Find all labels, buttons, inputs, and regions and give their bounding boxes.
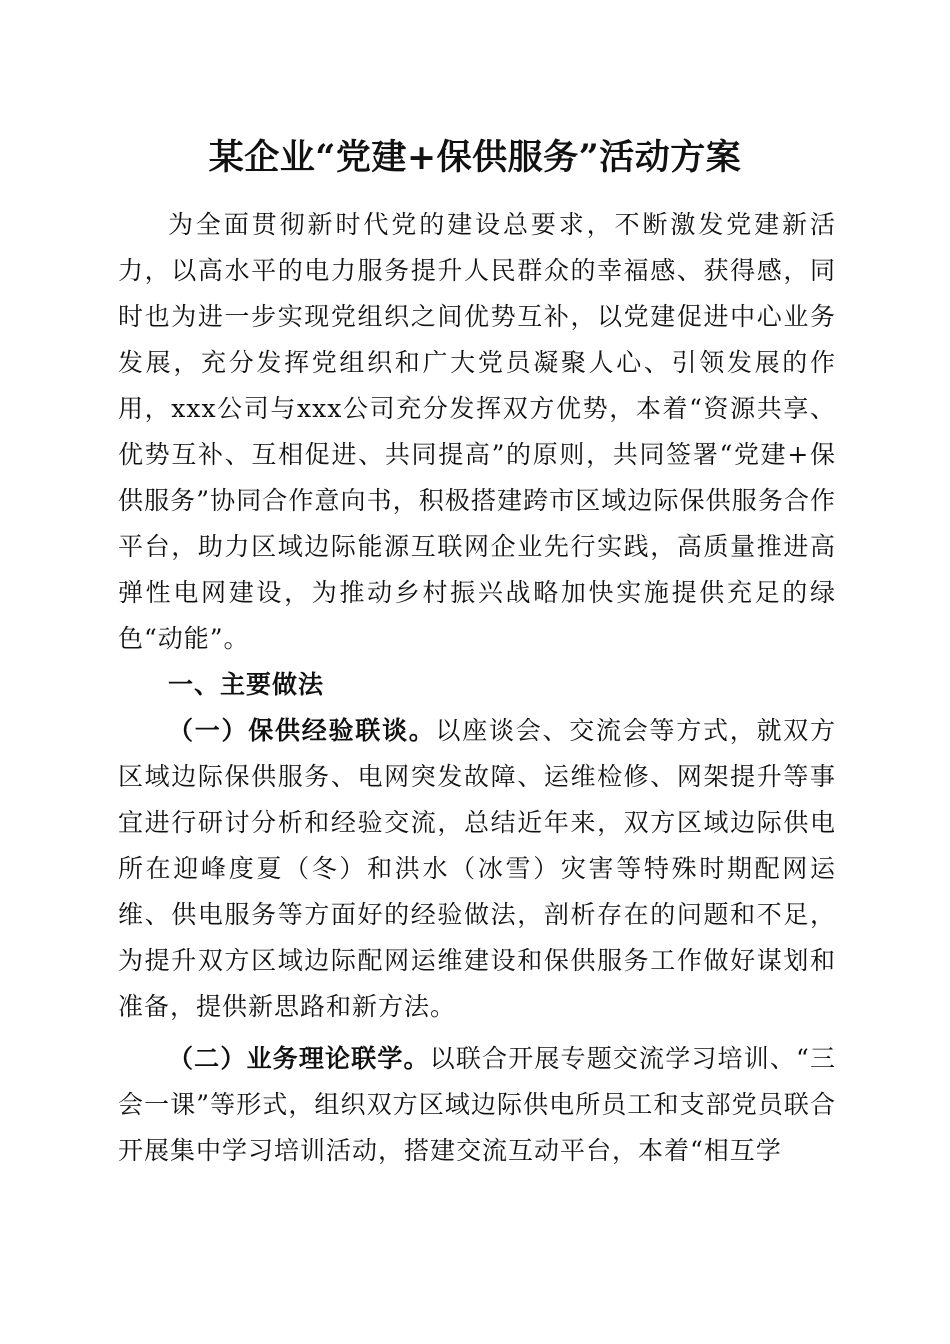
item-lead-2: （二）业务理论联学。 (168, 1044, 430, 1073)
item-lead-1: （一）保供经验联谈。 (168, 716, 436, 745)
section-heading-main-practices: 一、主要做法 (168, 670, 325, 699)
intro-paragraph: 为全面贯彻新时代党的建设总要求，不断激发党建新活力，以高水平的电力服务提升人民群众的幸福感、获得感，同时也为进一步实现党组织之间优势互补，以党建促进中心业务发展，充分发挥党组织和广大党员凝聚人心、引领发展的作用，xxx公司与xxx公司充分发挥双方优势，本着“资源共享、优势互补、互相促进、共同提高”的原则，共同签署“党建+保供服务”协同合作意向书，积极搭建跨市区域边际保供服务合作平台，助力区域边际能源互联网企业先行实践，高质量推进高弹性电网建设，为推动乡村振兴战略加快实施提供充足的绿色“动能”。 (118, 210, 836, 653)
document-title: 某企业“党建+保供服务”活动方案 (208, 137, 742, 178)
item-paragraph-2 (118, 1036, 836, 1174)
document-body (118, 202, 836, 1174)
item-text-1: 以座谈会、交流会等方式，就双方区域边际保供服务、电网突发故障、运维检修、网架提升等事宜进行研讨分析和经验交流，总结近年来，双方区域边际供电所在迎峰度夏（冬）和洪水（冰雪）灾害等特殊时期配网运维、供电服务等方面好的经验做法，剖析存在的问题和不足，为提升双方区域边际配网运维建设和保供服务工作做好谋划和准备，提供新思路和新方法。 (118, 716, 836, 1021)
item-text-2: 以联合开展专题交流学习培训、“三会一课”等形式，组织双方区域边际供电所员工和支部党员联合开展集中学习培训活动，搭建交流互动平台，本着“相互学 (118, 1044, 836, 1165)
item-paragraph-1 (118, 708, 836, 1030)
